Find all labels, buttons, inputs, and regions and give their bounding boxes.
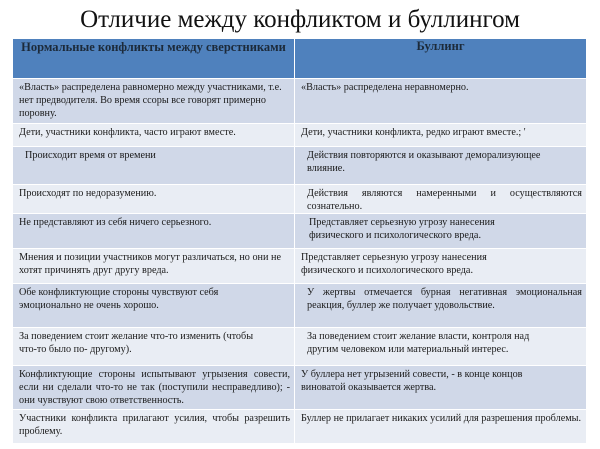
table-row: [13, 410, 587, 444]
cell-normal: Происходит время от времени: [13, 147, 295, 185]
table-row: [13, 124, 587, 147]
cell-bullying: Буллер не прилагает никаких усилий для разрешения проблемы.: [295, 410, 587, 444]
cell-bullying: Действия повторяются и оказывают деморализующее влияние.: [295, 147, 587, 185]
cell-bullying: «Власть» распределена неравномерно.: [295, 79, 587, 124]
cell-normal: Участники конфликта прилагают усилия, чтобы разрешить проблему.: [13, 410, 295, 444]
cell-normal: Обе конфликтующие стороны чувствуют себя эмоционально не очень хорошо.: [13, 284, 295, 328]
cell-normal: Мнения и позиции участников могут различаться, но они не хотят причинять друг другу вреда.: [13, 249, 295, 284]
table-row: [13, 214, 587, 249]
cell-normal: За поведением стоит желание что-то изменить (чтобы что-то было по- другому).: [13, 328, 295, 366]
table-row: [13, 249, 587, 284]
header-bullying: Буллинг: [295, 39, 587, 79]
cell-bullying: У жертвы отмечается бурная негативная эмоциональная реакция, буллер же получает удовольствие.: [295, 284, 587, 328]
table-row: [13, 328, 587, 366]
cell-normal: Конфликтующие стороны испытывают угрызения совести, если ни сделали что-то не так (поступили несправедливо); - они чувствуют свою ответственность.: [13, 366, 295, 410]
table-row: [13, 284, 587, 328]
table-row: [13, 366, 587, 410]
cell-bullying: Действия являются намеренными и осуществляются сознательно.: [295, 185, 587, 214]
table-row: [13, 185, 587, 214]
cell-normal: Происходят по недоразумению.: [13, 185, 295, 214]
cell-bullying: За поведением стоит желание власти, контроля над другим человеком или материальный интерес.: [295, 328, 587, 366]
cell-bullying: Представляет серьезную угрозу нанесения физического и психологического вреда.: [295, 249, 587, 284]
cell-normal: Не представляют из себя ничего серьезного.: [13, 214, 295, 249]
cell-normal: Дети, участники конфликта, часто играют вместе.: [13, 124, 295, 147]
comparison-table: [12, 38, 587, 444]
cell-bullying: У буллера нет угрызений совести, - в конце концов виноватой оказывается жертва.: [295, 366, 587, 410]
slide-title: Отличие между конфликтом и буллингом: [80, 6, 520, 33]
table-header-row: [13, 39, 587, 79]
cell-bullying: Дети, участники конфликта, редко играют вместе.; ': [295, 124, 587, 147]
table-row: [13, 79, 587, 124]
table-row: [13, 147, 587, 185]
cell-normal: «Власть» распределена равномерно между участниками, т.е. нет предводителя. Во время ссоры все говорят примерно поровну.: [13, 79, 295, 124]
cell-bullying: Представляет серьезную угрозу нанесения физического и психологического вреда.: [295, 214, 587, 249]
header-normal-conflicts: Нормальные конфликты между сверстниками: [13, 39, 295, 79]
